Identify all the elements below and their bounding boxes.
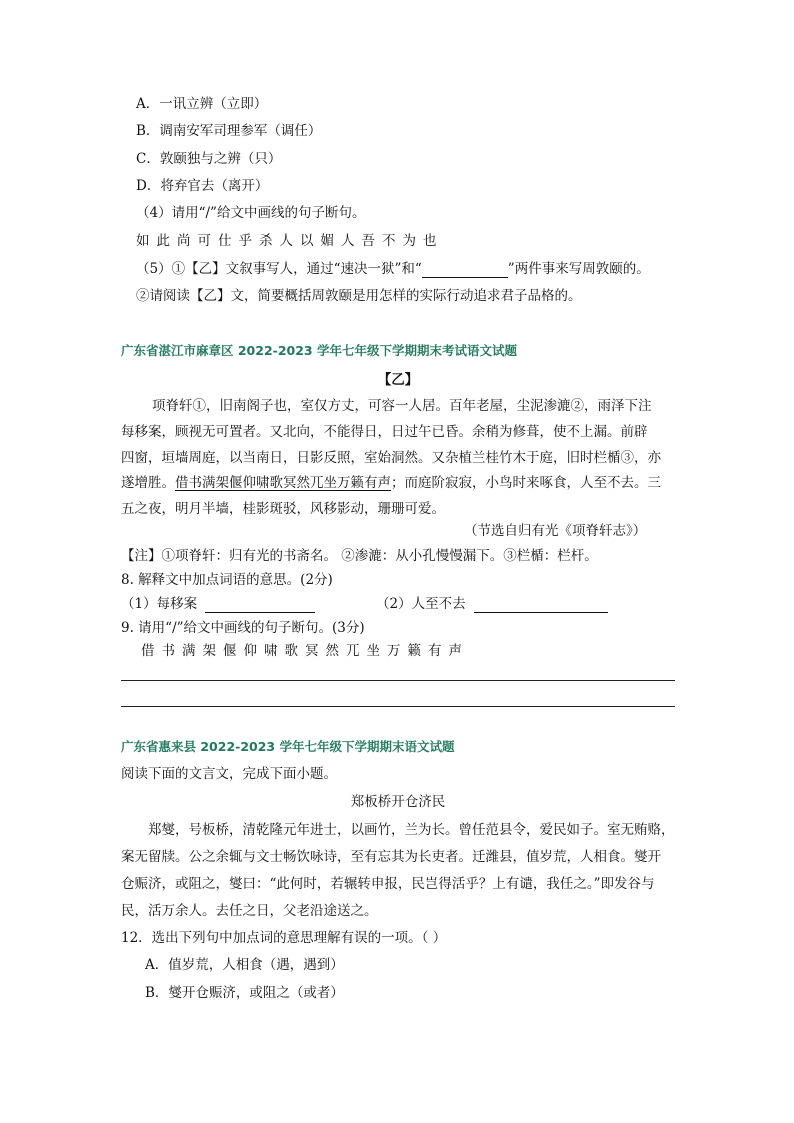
passage-text: ；而庭阶寂寂，小鸟时来啄食，人至不去。三 — [391, 475, 661, 491]
source-heading: 广东省惠来县 2022-2023 学年七年级下学期期末语文试题 — [121, 739, 455, 754]
question-8-1: （1）每移案 — [121, 596, 198, 612]
answer-blank[interactable] — [474, 598, 608, 613]
annotation-note: 【注】①项脊轩：归有光的书斋名。 ②渗漉：从小孔慢慢漏下。③栏楯：栏杆。 — [121, 548, 598, 564]
option-b: B．燮开仓赈济，或阻之（或者） — [145, 985, 344, 1001]
option-b: B．调南安军司理参军（调任） — [136, 123, 322, 139]
instruction: 阅读下面的文言文，完成下面小题。 — [121, 766, 337, 782]
source-heading: 广东省湛江市麻章区 2022-2023 学年七年级下学期期末考试语文试题 — [121, 343, 517, 358]
question-8: 8. 解释文中加点词语的意思。(2分) — [121, 572, 333, 588]
question-8-2: （2）人至不去 — [375, 596, 466, 612]
passage-title: 郑板桥开仓济民 — [350, 794, 446, 810]
passage-line: 民，活万余人。去任之日，父老沿途送之。 — [121, 903, 378, 919]
question-5-line1 — [136, 260, 650, 278]
answer-line[interactable] — [121, 706, 675, 707]
option-d: D．将弃官去（离开） — [136, 178, 269, 194]
question-8-items — [121, 595, 608, 613]
question-9-sentence: 借书满架偃仰啸歌冥然兀坐万籁有声 — [141, 643, 469, 659]
passage-line: 项脊轩①，旧南阁子也，室仅方丈，可容一人居。百年老屋，尘泥渗漉②，雨泽下注 — [152, 398, 652, 414]
question-5-prefix: （5）①【乙】文叙事写人，通过“速决一狱”和“ — [136, 261, 422, 277]
question-5-suffix: ”两件事来写周敦颐的。 — [507, 261, 650, 277]
answer-line[interactable] — [121, 680, 675, 681]
question-4-sentence: 如此尚可仕乎杀人以媚人吾不为也 — [136, 233, 444, 249]
option-a: A．一讯立辨（立即） — [136, 96, 268, 112]
passage-line: 四窗，垣墙周庭，以当南日，日影反照，室始洞然。又杂植兰桂竹木于庭，旧时栏楯③，亦 — [121, 450, 661, 466]
answer-blank[interactable] — [205, 598, 315, 613]
underlined-sentence: 借书满架偃仰啸歌冥然兀坐万籁有声 — [175, 475, 391, 491]
citation: （节选自归有光《项脊轩志》） — [464, 523, 647, 539]
passage-line — [121, 474, 661, 492]
question-12: 12．选出下列句中加点词的意思理解有误的一项。（ ） — [121, 930, 447, 946]
question-4: （4）请用“/”给文中画线的句子断句。 — [136, 205, 366, 221]
option-c: C．敦颐独与之辨（只） — [136, 151, 282, 167]
answer-blank[interactable] — [422, 263, 508, 278]
passage-line: 案无留牍。公之余辄与文士畅饮咏诗，至有忘其为长吏者。迁潍县，值岁荒，人相食。燮开 — [121, 849, 661, 865]
passage-heading: 【乙】 — [377, 372, 419, 388]
option-a: A．值岁荒，人相食（遇，遇到） — [145, 957, 344, 973]
passage-line: 每移案，顾视无可置者。又北向，不能得日，日过午已昏。余稍为修葺，使不上漏。前辟 — [121, 424, 648, 440]
question-5-line2: ②请阅读【乙】文，简要概括周敦颐是用怎样的实际行动追求君子品格的。 — [136, 288, 582, 304]
passage-line: 仓赈济，或阻之，燮曰：“此何时，若辗转申报，民岂得活乎？上有谴，我任之。”即发谷与 — [121, 876, 655, 892]
passage-line: 五之夜，明月半墙，桂影斑驳，风移影动，珊珊可爱。 — [121, 501, 445, 517]
passage-text: 遂增胜。 — [121, 475, 175, 491]
passage-line: 郑燮，号板桥，清乾隆元年进士，以画竹，兰为长。曾任范县令，爱民如子。室无贿赂， — [148, 822, 675, 838]
question-9: 9. 请用“/”给文中画线的句子断句。(3分) — [121, 620, 365, 636]
